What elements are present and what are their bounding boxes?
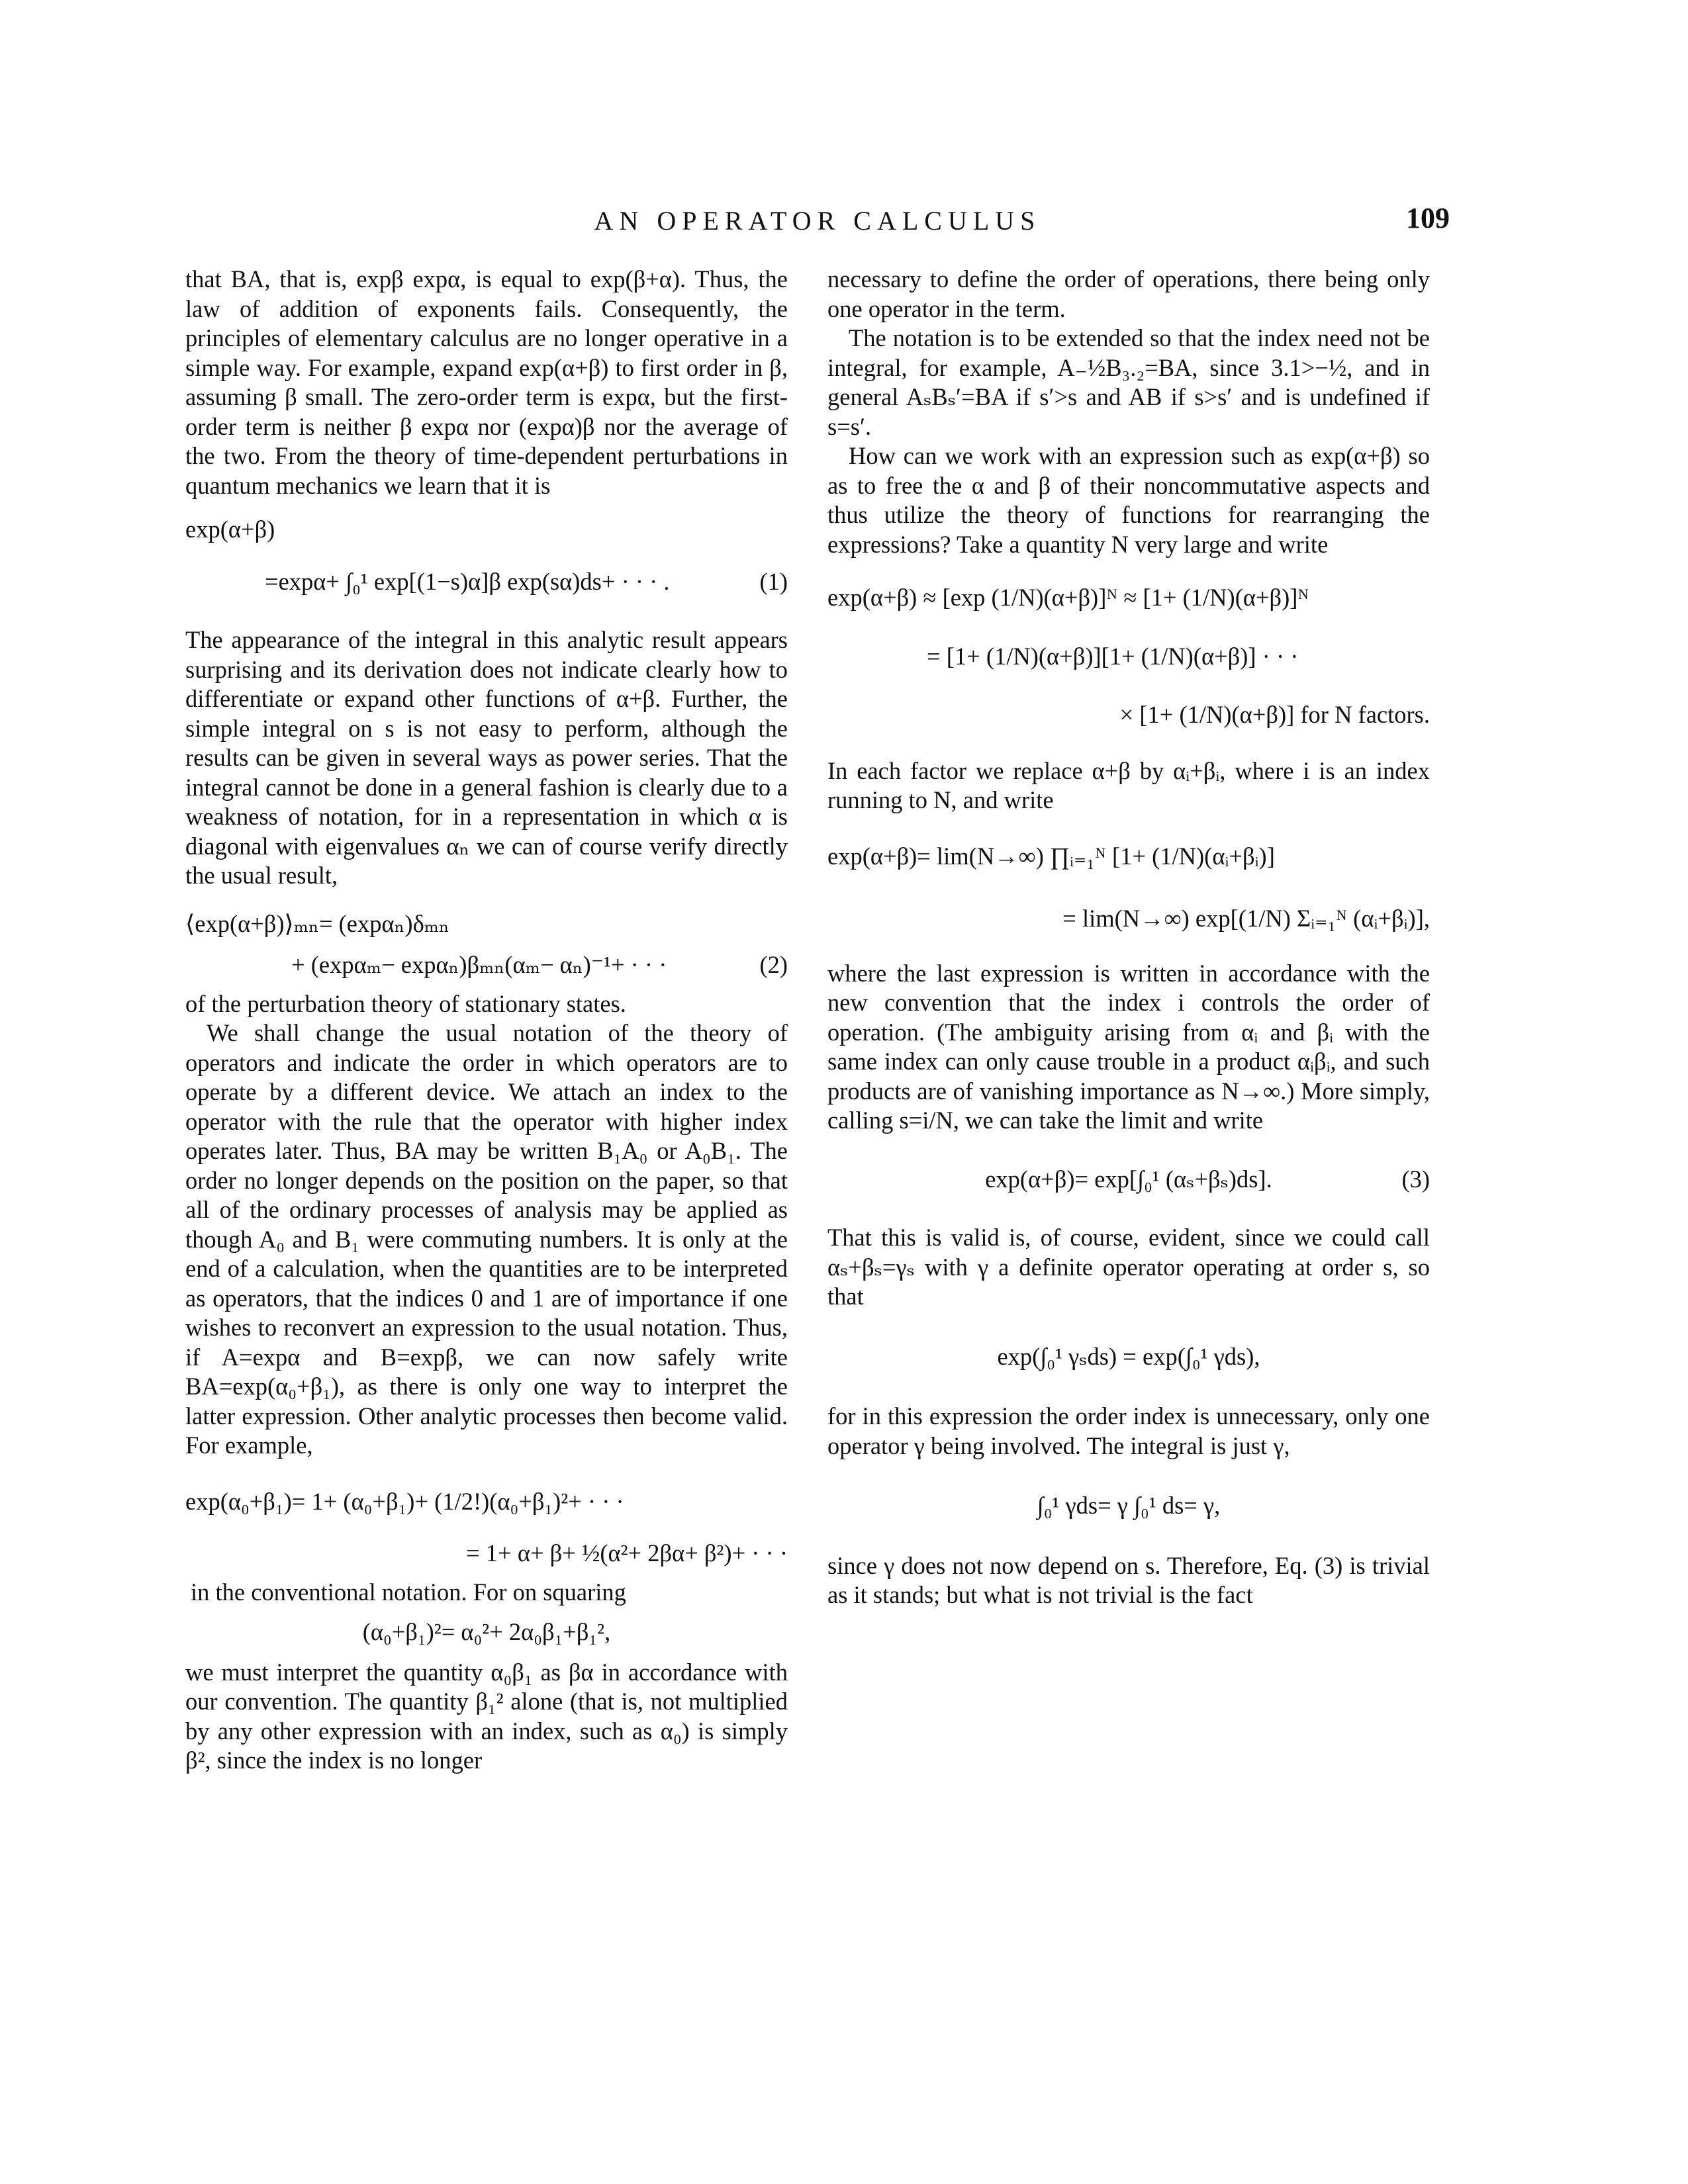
paragraph: We shall change the usual notation of the theory of operators and indicate the order in which operators are to operate by a different device. We attach an index to the operator with the rule that the operator with higher index operates later. Thus, BA may be written B₁A₀ or A₀B₁. The order no longer depends on the position on the paper, so that all of the ordinary processes of analysis may be applied as though A₀ and B₁ were commuting numbers. It is only at the end of a calculation, when the quantities are to be interpreted as operators, that the indices 0 and 1 are of importance if one wishes to reconvert an expression to the usual notation. Thus, if A=expα and B=expβ, we can now safely write BA=exp(α₀+β₁), as there is only one way to interpret the latter expression. Other analytic processes then become valid. For example, bbox=[185, 1019, 788, 1459]
equation-line: exp(α₀+β₁)= 1+ (α₀+β₁)+ (1/2!)(α₀+β₁)²+ · · · bbox=[185, 1487, 624, 1515]
equation-number: (2) bbox=[759, 951, 788, 978]
equation-6 bbox=[827, 842, 1430, 934]
left-column bbox=[185, 265, 788, 1776]
equation-3 bbox=[185, 1487, 788, 1569]
equation-number: (1) bbox=[759, 567, 788, 595]
right-column bbox=[827, 265, 1430, 1610]
paragraph: In each factor we replace α+β by αᵢ+βᵢ, where i is an index running to N, and write bbox=[827, 756, 1430, 813]
equation-2 bbox=[185, 909, 788, 980]
equation-line: = lim(N→∞) exp[(1/N) Σᵢ₌₁ᴺ (αᵢ+βᵢ)], bbox=[1062, 905, 1430, 932]
paragraph: How can we work with an expression such as exp(α+β) so as to free the α and β of their noncommutative aspects and thus utilize the theory of functions for rearranging the expressions? Take a quantity N very large and write bbox=[827, 442, 1430, 558]
equation-line: × [1+ (1/N)(α+β)] for N factors. bbox=[1119, 701, 1430, 728]
paragraph: necessary to define the order of operations, there being only one operator in the term. bbox=[827, 265, 1430, 322]
equation-9: ∫₀¹ γds= γ ∫₀¹ ds= γ, bbox=[1037, 1492, 1221, 1519]
equation-line: ⟨exp(α+β)⟩ₘₙ= (expαₙ)δₘₙ bbox=[185, 909, 449, 937]
equation-7 bbox=[827, 1165, 1430, 1195]
equation-line: exp(α+β)= lim(N→∞) ∏ᵢ₌₁ᴺ [1+ (1/N)(αᵢ+βᵢ)] bbox=[827, 842, 1275, 870]
equation-1 bbox=[185, 515, 788, 596]
paragraph: where the last expression is written in accordance with the new convention that the index i controls the order of operation. (The ambiguity arising from αᵢ and βᵢ with the same index can only cause trouble in a product αᵢβᵢ, and such products are of vanishing importance as N→∞.) More simply, calling s=i/N, we can take the limit and write bbox=[827, 959, 1430, 1134]
paragraph: The appearance of the integral in this analytic result appears surprising and its derivation does not indicate clearly how to differentiate or expand other functions of α+β. Further, the simple integral on s is not easy to perform, although the results can be given in several ways as power series. That the integral cannot be done in a general fashion is clearly due to a weakness of notation, for in a representation in which α is diagonal with eigenvalues αₙ we can of course verify directly the usual result, bbox=[185, 626, 788, 889]
paragraph: That this is valid is, of course, evident, since we could call αₛ+βₛ=γₛ with γ a definite operator operating at order s, so that bbox=[827, 1224, 1430, 1310]
equation-line: exp(α+β) ≈ [exp (1/N)(α+β)]ᴺ ≈ [1+ (1/N)(α+β)]ᴺ bbox=[827, 584, 1309, 611]
equation-5 bbox=[827, 583, 1430, 730]
equation-4: (α₀+β₁)²= α₀²+ 2α₀β₁+β₁², bbox=[362, 1618, 611, 1645]
running-head bbox=[185, 202, 1450, 245]
equation-line: =expα+ ∫₀¹ exp[(1−s)α]β exp(sα)ds+ · · · . bbox=[265, 567, 670, 595]
paragraph: in the conventional notation. For on squaring bbox=[191, 1578, 626, 1606]
paragraph: that BA, that is, expβ expα, is equal to exp(β+α). Thus, the law of addition of exponents fails. Consequently, the principles of elementary calculus are no longer operative in a simple way. For example, expand exp(α+β) to first order in β, assuming β small. The zero-order term is expα, but the first-order term is neither β expα nor (expα)β nor the average of the two. From the theory of time-dependent perturbations in quantum mechanics we learn that it is bbox=[185, 265, 788, 499]
running-title: AN OPERATOR CALCULUS bbox=[594, 206, 1041, 236]
equation-8: exp(∫₀¹ γₛds) = exp(∫₀¹ γds), bbox=[997, 1342, 1260, 1370]
equation-number: (3) bbox=[1401, 1165, 1430, 1193]
equation-line: = 1+ α+ β+ ½(α²+ 2βα+ β²)+ · · · bbox=[466, 1539, 788, 1567]
paragraph: of the perturbation theory of stationary states. bbox=[185, 989, 626, 1017]
paragraph: The notation is to be extended so that the index need not be integral, for example, A₋½B₃.₂=BA, since 3.1>−½, and in general AₛBₛ′=BA if s′>s and AB if s>s′ and is undefined if s=s′. bbox=[827, 324, 1430, 440]
paragraph: since γ does not now depend on s. Therefore, Eq. (3) is trivial as it stands; but what is not trivial is the fact bbox=[827, 1551, 1430, 1608]
paragraph: we must interpret the quantity α₀β₁ as βα in accordance with our convention. The quantity β₁² alone (that is, not multiplied by any other expression with an index, such as α₀) is simply β², since the index is no longer bbox=[185, 1658, 788, 1774]
equation-line: exp(α+β)= exp[∫₀¹ (αₛ+βₛ)ds]. bbox=[985, 1165, 1272, 1193]
equation-line: + (expαₘ− expαₙ)βₘₙ(αₘ− αₙ)⁻¹+ · · · bbox=[291, 951, 667, 978]
paragraph: for in this expression the order index is unnecessary, only one operator γ being involved. The integral is just γ, bbox=[827, 1402, 1430, 1459]
page-number: 109 bbox=[1406, 202, 1450, 234]
equation-line: exp(α+β) bbox=[185, 516, 275, 543]
equation-line: = [1+ (1/N)(α+β)][1+ (1/N)(α+β)] · · · bbox=[927, 642, 1299, 670]
